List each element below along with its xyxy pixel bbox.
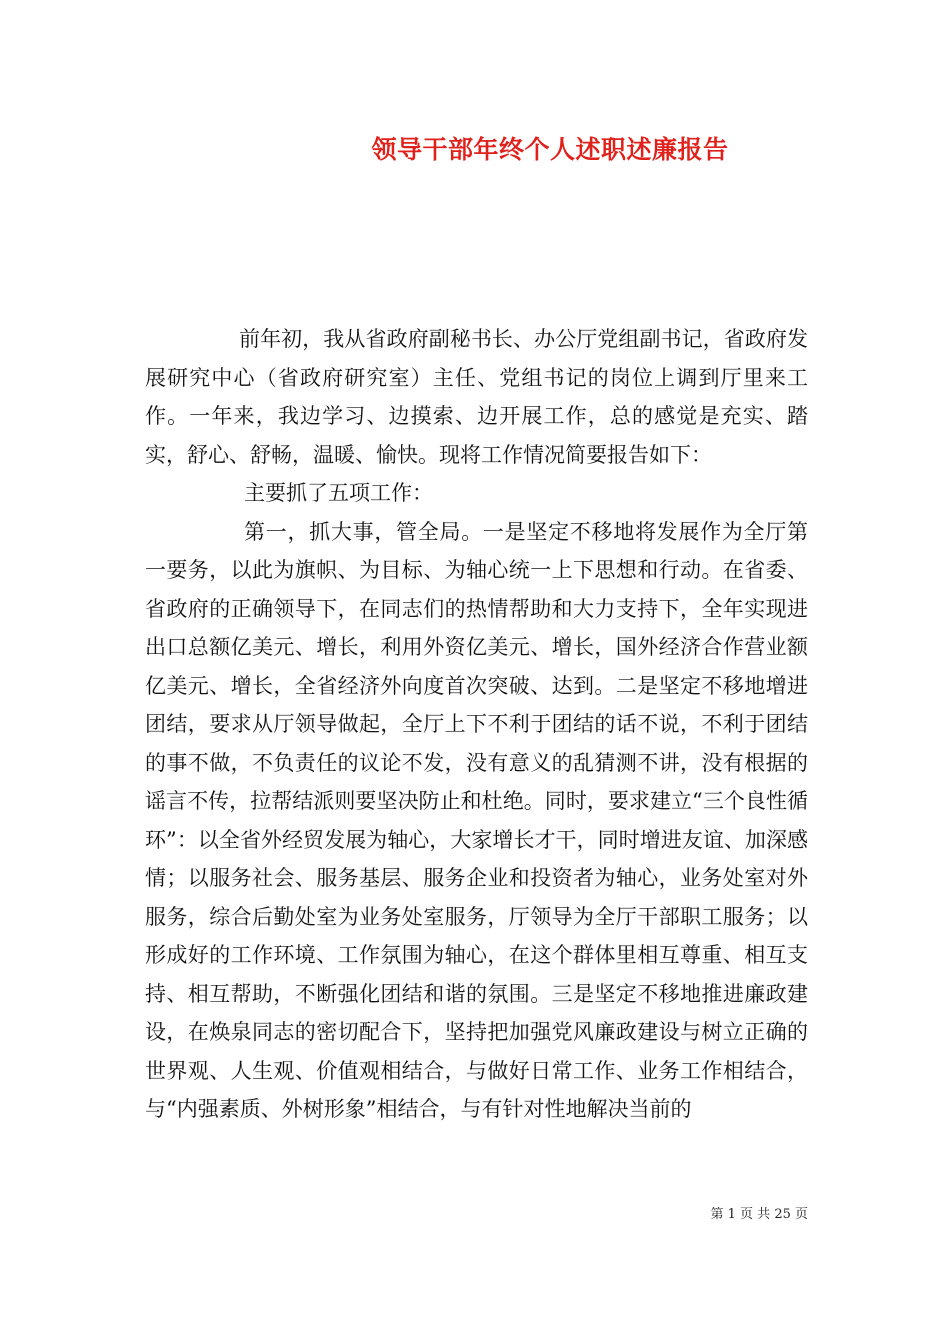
document-body bbox=[145, 320, 808, 1129]
paragraph-first-item: 第一，抓大事，管全局。一是坚定不移地将发展作为全厅第一要务，以此为旗帜、为目标、为轴心统一上下思想和行动。在省委、省政府的正确领导下，在同志们的热情帮助和大力支持下，全年实现进出口总额亿美元、增长，利用外资亿美元、增长，国外经济合作营业额亿美元、增长，全省经济外向度首次突破、达到。二是坚定不移地增进团结，要求从厅领导做起，全厅上下不利于团结的话不说，不利于团结的事不做，不负责任的议论不发，没有意义的乱猜测不讲，没有根据的谣言不传，拉帮结派则要坚决防止和杜绝。同时，要求建立“三个良性循环”：以全省外经贸发展为轴心，大家增长才干，同时增进友谊、加深感情；以服务社会、服务基层、服务企业和投资者为轴心，业务处室对外服务，综合后勤处室为业务处室服务，厅领导为全厅干部职工服务；以形成好的工作环境、工作氛围为轴心，在这个群体里相互尊重、相互支持、相互帮助，不断强化团结和谐的氛围。三是坚定不移地推进廉政建设，在焕泉同志的密切配合下，坚持把加强党风廉政建设与树立正确的世界观、人生观、价值观相结合，与做好日常工作、业务工作相结合，与“内强素质、外树形象”相结合，与有针对性地解决当前的 bbox=[145, 519, 808, 1121]
paragraph-summary: 主要抓了五项工作： bbox=[244, 481, 433, 505]
paragraph-intro: 前年初，我从省政府副秘书长、办公厅党组副书记，省政府发展研究中心（省政府研究室）主任、党组书记的岗位上调到厅里来工作。一年来，我边学习、边摸索、边开展工作，总的感觉是充实、踏实，舒心、舒畅，温暖、愉快。现将工作情况简要报告如下： bbox=[145, 327, 808, 467]
page-number: 第 1 页 共 25 页 bbox=[710, 1207, 808, 1222]
document-title: 领导干部年终个人述职述廉报告 bbox=[371, 135, 729, 164]
